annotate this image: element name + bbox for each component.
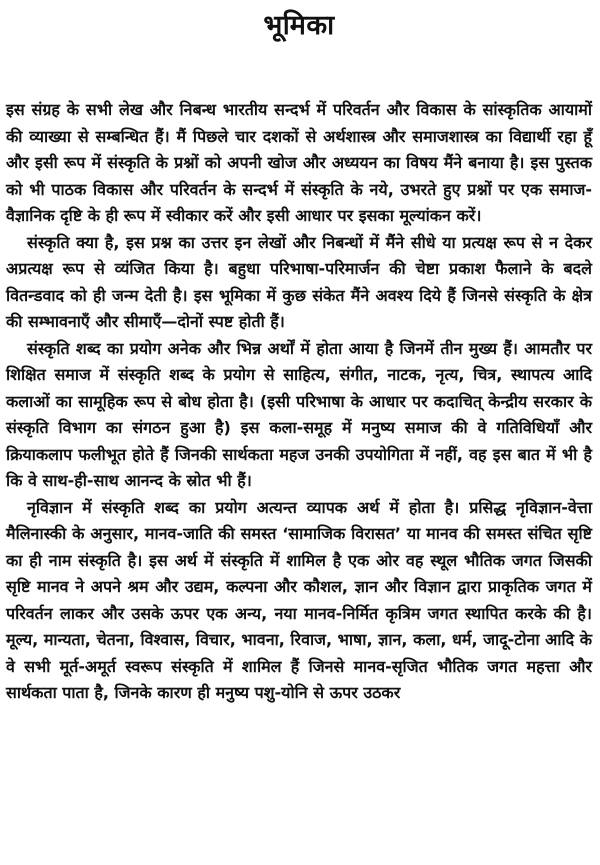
paragraph-1: इस संग्रह के सभी लेख और निबन्ध भारतीय सन्दर्भ में परिवर्तन और विकास के सांस्कृतिक आयामों की व्याख्या से सम्बन्धित हैं। मैं पिछले चार दशकों से अर्थशास्त्र और समाजशास्त्र का विद्यार्थी रहा हूँ और इसी रूप में संस्कृति के प्रश्नों को अपनी खोज और अध्ययन का विषय मैंने बनाया है। इस पुस्तक को भी पाठक विकास और परिवर्तन के सन्दर्भ में संस्कृति के नये, उभरते हुए प्रश्नों पर एक समाज-वैज्ञानिक दृष्टि के ही रूप में स्वीकार करें और इसी आधार पर इसका मूल्यांकन करें।	[6, 100, 592, 225]
preface-body	[6, 97, 592, 707]
paragraph-2: संस्कृति क्या है, इस प्रश्न का उत्तर इन लेखों और निबन्धों में मैंने सीधे या प्रत्यक्ष रूप से न देकर अप्रत्यक्ष रूप से व्यंजित किया है। बहुधा परिभाषा-परिमार्जन की चेष्टा प्रकाश फैलाने के बदले वितन्डवाद को ही जन्म देती है। इस भूमिका में कुछ संकेत मैंने अवश्य दिये हैं जिनसे संस्कृति के क्षेत्र की सम्भावनाएँ और सीमाएँ—दोनों स्पष्ट होती हैं।	[6, 232, 592, 331]
page-title: भूमिका	[263, 10, 335, 41]
paragraph-4: नृविज्ञान में संस्कृति शब्द का प्रयोग अत्यन्त व्यापक अर्थ में होता है। प्रसिद्ध नृविज्ञान-वेत्ता मैलिनास्की के अनुसार, मानव-जाति की समस्त ‘सामाजिक विरासत’ या मानव की समस्त संचित सृष्टि का ही नाम संस्कृति है। इस अर्थ में संस्कृति में शामिल है एक ओर वह स्थूल भौतिक जगत जिसकी सृष्टि मानव ने अपने श्रम और उद्यम, कल्पना और कौशल, ज्ञान और विज्ञान द्वारा प्राकृतिक जगत में परिवर्तन लाकर और उसके ऊपर एक अन्य, नया मानव-निर्मित कृत्रिम जगत स्थापित करके की है। मूल्य, मान्यता, चेतना, विश्वास, विचार, भावना, रिवाज, भाषा, ज्ञान, कला, धर्म, जादू-टोना आदि के वे सभी मूर्त-अमूर्त स्वरूप संस्कृति में शामिल हैं जिनसे मानव-सृजित भौतिक जगत महत्ता और सार्थकता पाता है, जिनके कारण ही मनुष्य पशु-योनि से ऊपर उठकर	[6, 497, 592, 702]
paragraph-3: संस्कृति शब्द का प्रयोग अनेक और भिन्न अर्थों में होता आया है जिनमें तीन मुख्य हैं। आमतौर पर शिक्षित समाज में संस्कृति शब्द के प्रयोग से साहित्य, संगीत, नाटक, नृत्य, चित्र, स्थापत्य आदि कलाओं का सामूहिक रूप से बोध होता है। (इसी परिभाषा के आधार पर कदाचित् केन्द्रीय सरकार के संस्कृति विभाग का संगठन हुआ है) इस कला-समूह में मनुष्य समाज की वे गतिविधियाँ और क्रियाकलाप फलीभूत होते हैं जिनकी सार्थकता महज उनकी उपयोगिता में नहीं, वह इस बात में भी है कि वे साथ-ही-साथ आनन्द के स्रोत भी हैं।	[6, 338, 592, 490]
